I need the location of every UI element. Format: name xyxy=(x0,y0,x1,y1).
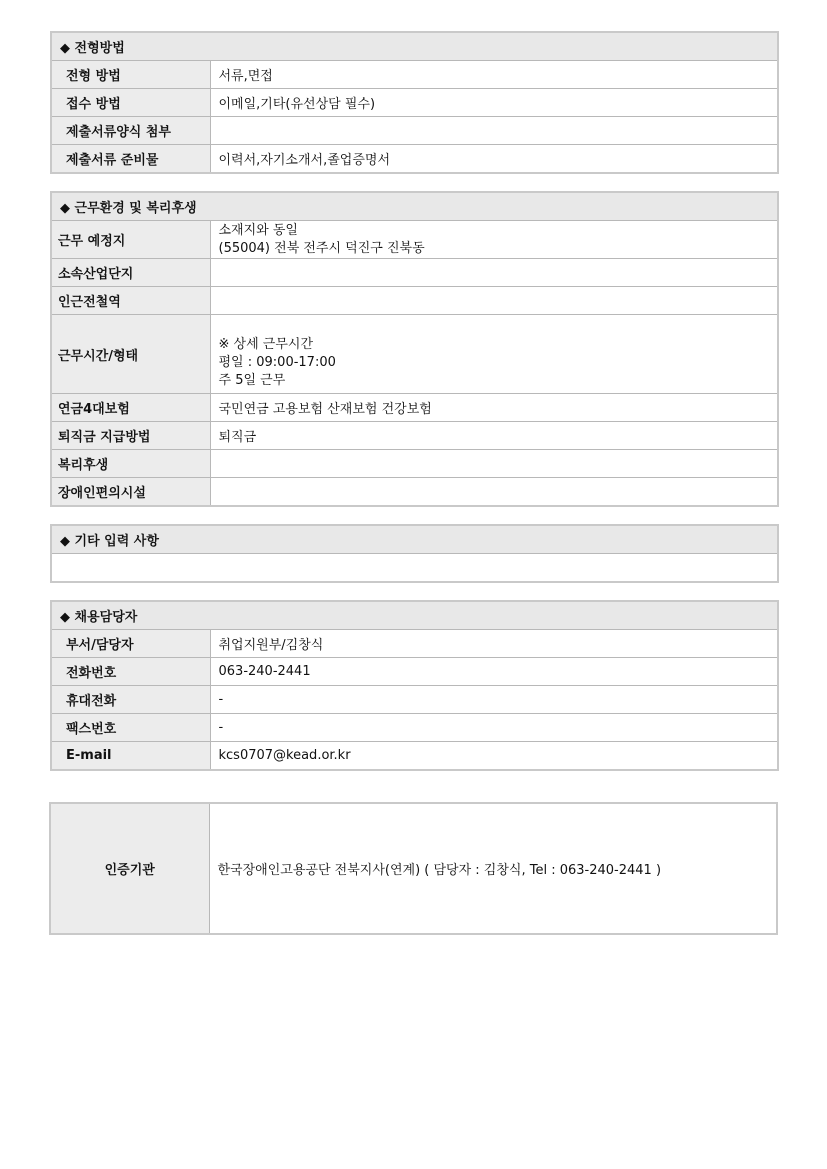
certification-table xyxy=(49,802,778,935)
insurance-value: 국민연금 고용보험 산재보험 건강보험 xyxy=(210,394,778,422)
department-manager-label: 부서/담당자 xyxy=(51,630,210,658)
email-label: E-mail xyxy=(51,742,210,770)
severance-label: 퇴직금 지급방법 xyxy=(51,422,210,450)
work-hours-value xyxy=(210,315,778,394)
email-value: kcs0707@kead.or.kr xyxy=(210,742,778,770)
document-form-label: 제출서류양식 첨부 xyxy=(51,117,210,145)
mobile-label: 휴대전화 xyxy=(51,686,210,714)
recruit-method-table xyxy=(50,31,779,174)
work-hours-line-3: 주 5일 근무 xyxy=(218,373,286,388)
application-method-label: 접수 방법 xyxy=(51,89,210,117)
work-environment-table xyxy=(50,191,779,507)
application-method-value: 이메일,기타(유선상담 필수) xyxy=(210,89,778,117)
industrial-complex-label: 소속산업단지 xyxy=(51,259,210,287)
fax-label: 팩스번호 xyxy=(51,714,210,742)
recruit-method-value: 서류,면접 xyxy=(210,61,778,89)
phone-value: 063-240-2441 xyxy=(210,658,778,686)
work-location-value xyxy=(210,221,778,259)
insurance-label: 연금4대보험 xyxy=(51,394,210,422)
phone-label: 전화번호 xyxy=(51,658,210,686)
work-location-label: 근무 예정지 xyxy=(51,221,210,259)
welfare-value xyxy=(210,450,778,478)
accessibility-facilities-value xyxy=(210,478,778,506)
welfare-label: 복리후생 xyxy=(51,450,210,478)
other-info-table xyxy=(50,524,779,583)
work-hours-line-2: 평일 : 09:00-17:00 xyxy=(218,355,336,370)
required-documents-value: 이력서,자기소개서,졸업증명서 xyxy=(210,145,778,173)
work-hours-label: 근무시간/형태 xyxy=(51,315,210,394)
recruit-method-label: 전형 방법 xyxy=(51,61,210,89)
fax-value: - xyxy=(210,714,778,742)
department-manager-value: 취업지원부/김창식 xyxy=(210,630,778,658)
nearby-station-label: 인근전철역 xyxy=(51,287,210,315)
required-documents-label: 제출서류 준비물 xyxy=(51,145,210,173)
severance-value: 퇴직금 xyxy=(210,422,778,450)
nearby-station-value xyxy=(210,287,778,315)
recruit-method-title: ◆ 전형방법 xyxy=(51,32,778,61)
certification-agency-value: 한국장애인고용공단 전북지사(연계) ( 담당자 : 김창식, Tel : 063-240-2441 ) xyxy=(209,803,777,934)
work-location-line-1: 소재지와 동일 xyxy=(218,222,298,238)
work-hours-line-1: ※ 상세 근무시간 xyxy=(218,337,314,352)
other-info-value xyxy=(51,554,778,582)
work-environment-title: ◆ 근무환경 및 복리후생 xyxy=(51,192,778,221)
mobile-value: - xyxy=(210,686,778,714)
accessibility-facilities-label: 장애인편의시설 xyxy=(51,478,210,506)
certification-agency-label: 인증기관 xyxy=(50,803,209,934)
recruiter-title: ◆ 채용담당자 xyxy=(51,601,778,630)
industrial-complex-value xyxy=(210,259,778,287)
other-info-title: ◆ 기타 입력 사항 xyxy=(51,525,778,554)
work-location-line-2: (55004) 전북 전주시 덕진구 진북동 xyxy=(218,240,425,256)
recruiter-table xyxy=(50,600,779,771)
document-form-value xyxy=(210,117,778,145)
